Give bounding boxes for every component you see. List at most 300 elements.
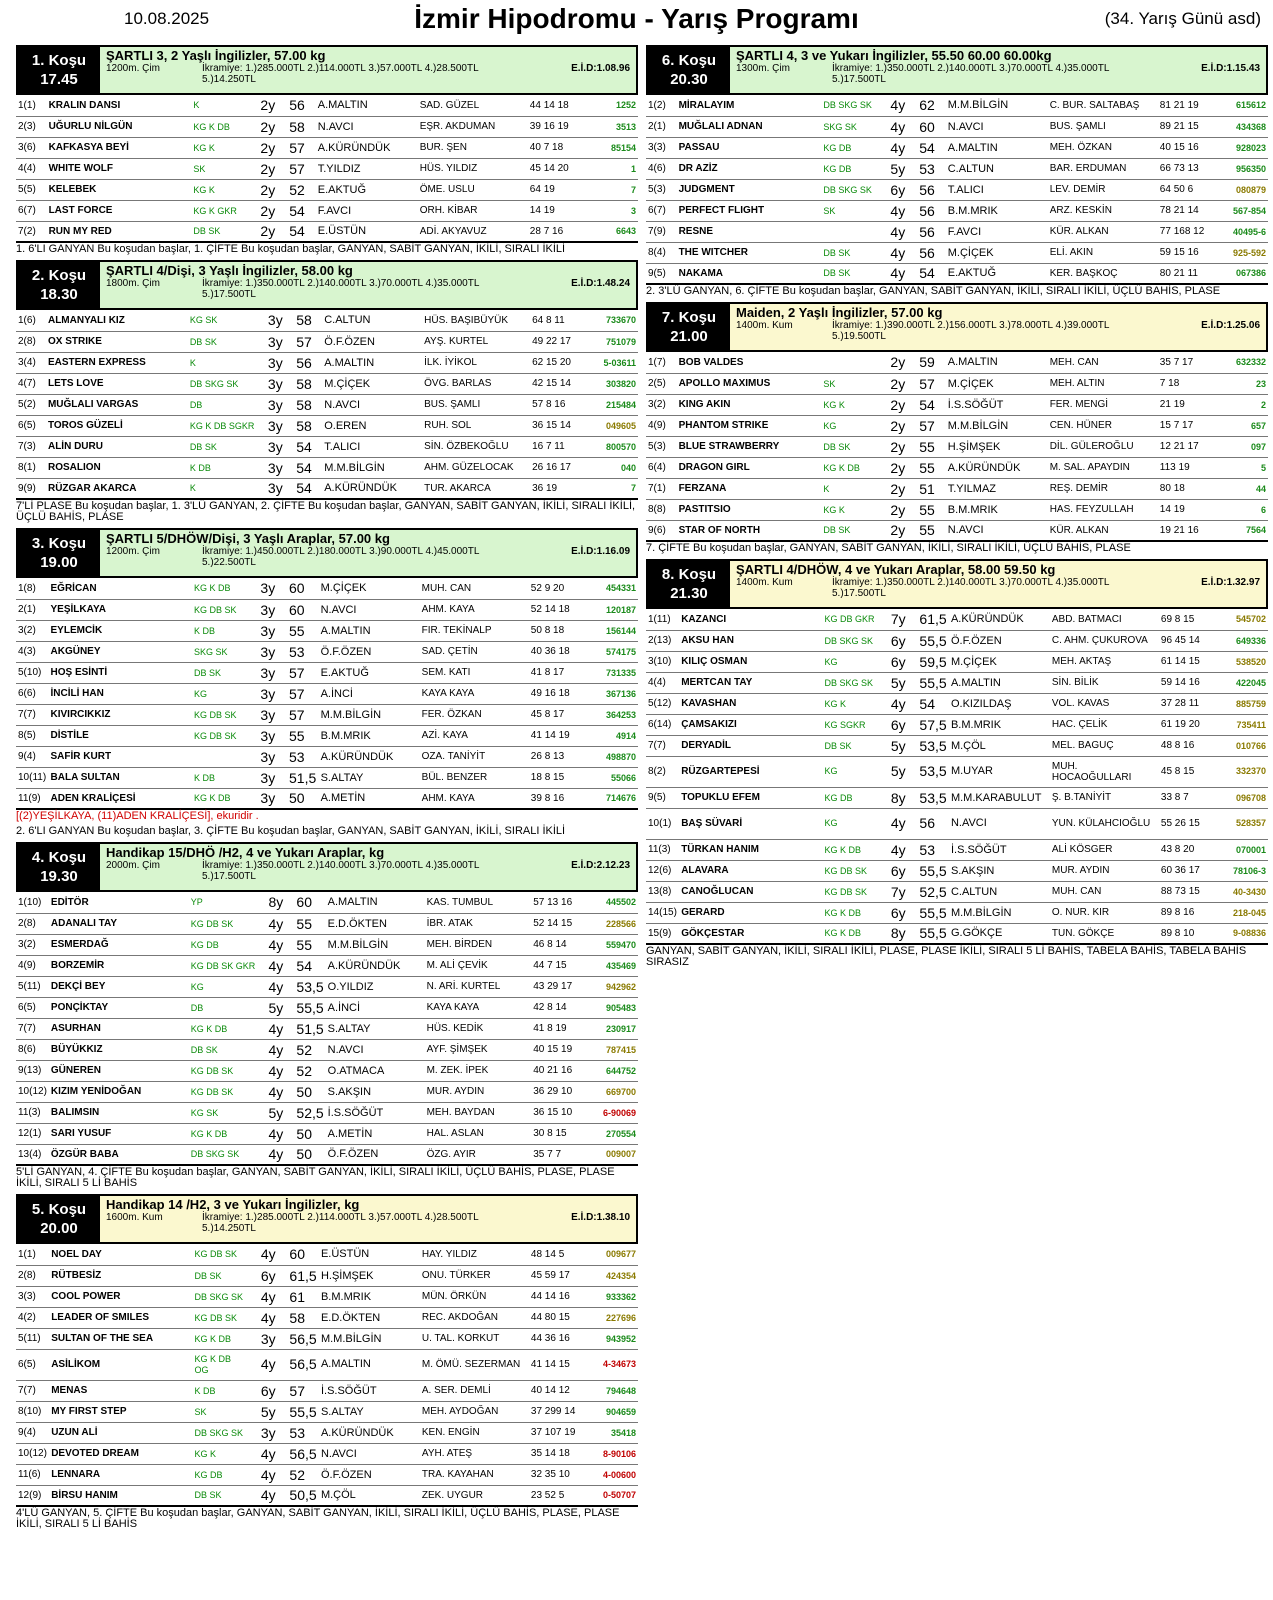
race-header [16,842,638,892]
horse-name[interactable]: NAKAMA [677,263,822,284]
horse-row[interactable] [16,704,638,725]
horse-equipment: KG K DB [189,1018,258,1039]
horse-name[interactable]: PASSAU [677,137,822,158]
horse-age: 3y [256,478,294,499]
horse-row[interactable] [646,457,1268,478]
horse-name[interactable]: COOL POWER [49,1286,192,1307]
horse-age: 4y [257,913,294,934]
horse-row[interactable] [646,839,1268,860]
horse-row[interactable] [16,1102,638,1123]
horse-name[interactable]: RUN MY RED [47,221,192,242]
horse-jockey: B.M.MRIK [946,200,1048,221]
horse-row[interactable] [16,1286,638,1307]
horse-name[interactable]: APOLLO MAXIMUS [677,373,822,394]
horse-row[interactable] [16,373,638,394]
horse-jockey: A.KÜRÜNDÜK [316,137,418,158]
horse-name[interactable]: DEVOTED DREAM [49,1443,192,1464]
horse-stats: 80 18 [1158,478,1217,499]
horse-age: 2y [878,352,917,373]
horse-name[interactable]: UĞURLU NİLGÜN [47,116,192,137]
horse-row[interactable] [16,200,638,221]
horse-row[interactable] [646,787,1268,808]
horse-name[interactable]: MY FIRST STEP [49,1401,192,1422]
horse-owner: HÜS. YILDIZ [418,158,528,179]
horse-owner: EŞR. AKDUMAN [418,116,528,137]
horse-row[interactable] [16,955,638,976]
horse-owner: C. AHM. ÇUKUROVA [1050,630,1159,651]
horse-form: 228566 [589,913,638,934]
horse-stats: 14 19 [528,200,587,221]
horse-row[interactable] [16,457,638,478]
horse-no: 11(9) [16,788,49,809]
horse-owner: OZA. TANİYİT [420,746,529,767]
horse-name[interactable]: BİRSU HANIM [49,1485,192,1506]
race-prize-5: 5.)17.500TL [202,871,256,882]
race-record: E.İ.D:1.48.24 [571,278,630,289]
horse-form: 6 [1217,499,1268,520]
horse-jockey: C.ALTUN [946,158,1048,179]
horse-name[interactable]: EYLEMCİK [49,620,193,641]
horse-name[interactable]: ÇAMSAKIZI [679,714,822,735]
horse-form: 23 [1217,373,1268,394]
race-block [646,559,1268,971]
horse-jockey: N.AVCI [322,394,422,415]
horse-row[interactable] [646,116,1268,137]
horse-name[interactable]: RÜZGARTEPESİ [679,756,822,787]
race-prize: İkramiye: 1.)390.000TL 2.)156.000TL 3.)78.000TL 4.)39.000TL [832,320,1110,331]
horse-row[interactable] [646,756,1268,787]
horse-jockey: A.MALTIN [326,892,425,913]
horse-name[interactable]: EDİTÖR [49,892,189,913]
horse-weight: 54 [294,478,322,499]
race-info [100,47,636,93]
horse-name[interactable]: GERARD [679,902,822,923]
race-prize-line [106,860,630,871]
horse-name[interactable]: ASİLİKOM [49,1349,192,1380]
horse-row[interactable] [16,1464,638,1485]
horse-name[interactable]: BÜYÜKKIZ [49,1039,189,1060]
horse-row[interactable] [646,630,1268,651]
horse-name[interactable]: DİSTİLE [49,725,193,746]
horse-name[interactable]: RÜTBESİZ [49,1265,192,1286]
horse-jockey: N.AVCI [946,116,1048,137]
race-info [100,262,636,308]
horse-name[interactable]: JUDGMENT [677,179,822,200]
horse-row[interactable] [16,1422,638,1443]
horse-no: 8(6) [16,1039,49,1060]
horse-name[interactable]: FERZANA [677,478,822,499]
horse-weight: 54 [917,137,946,158]
horse-name[interactable]: STAR OF NORTH [677,520,822,541]
horse-row[interactable] [646,881,1268,902]
race-number: 3. Koşu [31,535,87,552]
horse-row[interactable] [16,997,638,1018]
race-record: E.İ.D:1.15.43 [1201,63,1260,74]
horse-form: 649336 [1217,630,1268,651]
horse-owner: M. ZEK. İPEK [425,1060,532,1081]
horse-name[interactable]: KRALIN DANSI [47,95,192,116]
horse-owner: ONU. TÜRKER [420,1265,529,1286]
horse-weight: 54 [917,263,946,284]
horse-name[interactable]: KILIÇ OSMAN [679,651,822,672]
horse-jockey: O.ATMACA [326,1060,425,1081]
horse-equipment [821,221,878,242]
horse-row[interactable] [16,158,638,179]
horse-form: 559470 [589,934,638,955]
horse-row[interactable] [16,599,638,620]
horse-row[interactable] [16,892,638,913]
horse-name[interactable]: KIZIM YENİDOĞAN [49,1081,189,1102]
horse-row[interactable] [646,808,1268,839]
horse-table [16,1244,638,1507]
horse-name[interactable]: DEKÇİ BEY [49,976,189,997]
horse-equipment: DB SK [193,1485,250,1506]
horse-form: 794648 [587,1380,638,1401]
race-prize-line [736,63,1260,74]
horse-name[interactable]: AKSU HAN [679,630,822,651]
horse-jockey: A.MALTIN [316,95,418,116]
horse-form: 567-854 [1217,200,1268,221]
horse-name[interactable]: MUĞLALI ADNAN [677,116,822,137]
horse-row[interactable] [16,746,638,767]
horse-row[interactable] [646,200,1268,221]
horse-owner: M. ALİ ÇEVİK [425,955,532,976]
horse-row[interactable] [646,735,1268,756]
horse-stats: 14 19 [1158,499,1217,520]
horse-owner: MEL. BAGUÇ [1050,735,1159,756]
horse-row[interactable] [646,693,1268,714]
horse-stats: 48 8 16 [1159,735,1218,756]
horse-stats: 43 29 17 [531,976,588,997]
horse-row[interactable] [646,158,1268,179]
horse-name[interactable]: MERTCAN TAY [679,672,822,693]
horse-equipment: KG DB SK [193,1244,250,1265]
horse-name[interactable]: SAFİR KURT [49,746,193,767]
horse-row[interactable] [646,672,1268,693]
horse-name[interactable]: ROSALION [46,457,188,478]
horse-row[interactable] [16,478,638,499]
horse-equipment: DB SK [821,520,878,541]
horse-name[interactable]: LEADER OF SMILES [49,1307,192,1328]
horse-name[interactable]: TÜRKAN HANIM [679,839,822,860]
horse-name[interactable]: ADANALI TAY [49,913,189,934]
horse-row[interactable] [16,1039,638,1060]
horse-row[interactable] [646,242,1268,263]
horse-age: 5y [257,1102,294,1123]
horse-form: 009677 [587,1244,638,1265]
horse-jockey: O.KIZILDAŞ [949,693,1050,714]
horse-row[interactable] [646,499,1268,520]
horse-owner: ÖVG. BARLAS [422,373,530,394]
horse-name[interactable]: BLUE STRAWBERRY [677,436,822,457]
horse-row[interactable] [646,436,1268,457]
horse-weight: 55,5 [917,923,949,944]
horse-row[interactable] [646,902,1268,923]
horse-row[interactable] [16,725,638,746]
horse-jockey: M.M.BİLGİN [949,902,1050,923]
horse-equipment: KG K [191,179,248,200]
horse-name[interactable]: KING AKIN [677,394,822,415]
horse-owner: HAS. FEYZULLAH [1048,499,1158,520]
horse-owner: FIR. TEKİNALP [420,620,529,641]
horse-age: 3y [256,394,294,415]
horse-row[interactable] [16,788,638,809]
horse-name[interactable]: MİRALAYIM [677,95,822,116]
horse-row[interactable] [16,179,638,200]
horse-name[interactable]: BOB VALDES [677,352,822,373]
horse-row[interactable] [16,662,638,683]
horse-weight: 57 [917,415,946,436]
horse-row[interactable] [16,1485,638,1506]
horse-row[interactable] [646,179,1268,200]
horse-form: 040 [588,457,638,478]
horse-row[interactable] [16,976,638,997]
horse-row[interactable] [16,1401,638,1422]
horse-age: 4y [249,1349,287,1380]
horse-row[interactable] [16,683,638,704]
race-record: E.İ.D:1.16.09 [571,546,630,557]
horse-row[interactable] [16,95,638,116]
horse-row[interactable] [16,934,638,955]
horse-name[interactable]: BALA SULTAN [49,767,193,788]
horse-weight: 62 [917,95,946,116]
horse-owner: AHM. GÜZELOCAK [422,457,530,478]
horse-row[interactable] [16,436,638,457]
horse-stats: 78 21 14 [1158,200,1217,221]
horse-form: 925-592 [1217,242,1268,263]
horse-weight: 58 [294,415,322,436]
horse-row[interactable] [646,95,1268,116]
horse-row[interactable] [16,1328,638,1349]
horse-no: 2(8) [16,1265,49,1286]
horse-no: 1(1) [16,95,47,116]
horse-row[interactable] [646,221,1268,242]
horse-equipment: K DB [188,457,257,478]
horse-name[interactable]: ASURHAN [49,1018,189,1039]
race-prize-line-2 [106,74,630,85]
horse-name[interactable]: BAŞ SÜVARİ [679,808,822,839]
race-block [16,842,638,1192]
horse-row[interactable] [16,578,638,599]
horse-name[interactable]: OX STRIKE [46,331,188,352]
horse-name[interactable]: PONÇİKTAY [49,997,189,1018]
race-number: 2. Koşu [31,267,87,284]
horse-stats: 46 8 14 [531,934,588,955]
horse-name[interactable]: WHITE WOLF [47,158,192,179]
horse-row[interactable] [16,331,638,352]
horse-no: 4(9) [16,955,49,976]
horse-weight: 57 [917,373,946,394]
race-number-box [18,844,100,890]
horse-age: 3y [249,746,287,767]
horse-stats: 36 19 [530,478,588,499]
horse-row[interactable] [16,116,638,137]
horse-row[interactable] [16,767,638,788]
horse-name[interactable]: BALIMSIN [49,1102,189,1123]
horse-row[interactable] [16,1244,638,1265]
horse-name[interactable]: PERFECT FLIGHT [677,200,822,221]
horse-stats: 35 14 18 [529,1443,588,1464]
horse-row[interactable] [16,1018,638,1039]
horse-owner: HÜS. KEDİK [425,1018,532,1039]
horse-name[interactable]: LENNARA [49,1464,192,1485]
horse-equipment: KG K DB [823,839,880,860]
horse-no: 1(10) [16,892,49,913]
horse-name[interactable]: CANOĞLUCAN [679,881,822,902]
horse-equipment: DB SKG SK [821,179,878,200]
horse-owner: KEN. ENGİN [420,1422,529,1443]
horse-row[interactable] [646,609,1268,630]
horse-row[interactable] [16,1060,638,1081]
horse-name[interactable]: EASTERN EXPRESS [46,352,188,373]
race-bet-note: 2. 3'LÜ GANYAN, 6. ÇİFTE Bu koşudan başlar, GANYAN, SABİT GANYAN, İKİLİ, SIRALI İKİLİ, ÜÇLÜ BAHİS, PLASE [646,285,1221,297]
horse-name[interactable]: KAFKASYA BEYİ [47,137,192,158]
horse-name[interactable]: ALAVARA [679,860,822,881]
horse-row[interactable] [16,1123,638,1144]
horse-jockey: N.AVCI [949,808,1050,839]
horse-name[interactable]: TOPUKLU EFEM [679,787,822,808]
horse-form: 933362 [587,1286,638,1307]
horse-owner: ALİ KÖSGER [1050,839,1159,860]
horse-row[interactable] [16,310,638,331]
horse-name[interactable]: LETS LOVE [46,373,188,394]
horse-row[interactable] [16,394,638,415]
horse-row[interactable] [16,1265,638,1286]
race-number: 4. Koşu [31,849,87,866]
horse-name[interactable]: ESMERDAĞ [49,934,189,955]
horse-name[interactable]: KELEBEK [47,179,192,200]
horse-stats: 33 8 7 [1159,787,1218,808]
horse-owner: VOL. KAVAS [1050,693,1159,714]
horse-name[interactable]: ALİN DURU [46,436,188,457]
horse-row[interactable] [646,352,1268,373]
horse-form: 5-03611 [588,352,638,373]
horse-name[interactable]: RÜZGAR AKARCA [46,478,188,499]
horse-name[interactable]: NOEL DAY [49,1244,192,1265]
horse-equipment: SK [193,1401,250,1422]
horse-name[interactable]: RESNE [677,221,822,242]
horse-form: 632332 [1217,352,1268,373]
horse-row[interactable] [16,1081,638,1102]
horse-row[interactable] [646,263,1268,284]
horse-name[interactable]: AKGÜNEY [49,641,193,662]
horse-weight: 55 [287,725,319,746]
horse-equipment: KG SK [189,1102,258,1123]
horse-stats: 26 16 17 [530,457,588,478]
horse-name[interactable]: HOŞ ESİNTİ [49,662,193,683]
horse-name[interactable]: TOROS GÜZELİ [46,415,188,436]
horse-row[interactable] [16,415,638,436]
horse-row[interactable] [16,1349,638,1380]
race-bet-note: 7. ÇİFTE Bu koşudan başlar, GANYAN, SABİT GANYAN, İKİLİ, SIRALI İKİLİ, ÜÇLÜ BAHİS, PLASE [646,542,1131,554]
horse-owner: AYH. ATEŞ [420,1443,529,1464]
horse-stats: 66 73 13 [1158,158,1217,179]
horse-row[interactable] [16,620,638,641]
horse-row[interactable] [16,1307,638,1328]
horse-equipment: DB SK [188,331,257,352]
horse-row[interactable] [646,714,1268,735]
horse-name[interactable]: ÖZGÜR BABA [49,1144,189,1165]
horse-no: 3(2) [16,620,49,641]
horse-row[interactable] [16,1144,638,1165]
horse-name[interactable]: DERYADİL [679,735,822,756]
horse-row[interactable] [646,394,1268,415]
horse-name[interactable]: ADEN KRALİÇESİ [49,788,193,809]
horse-row[interactable] [646,478,1268,499]
horse-name[interactable]: KAZANCI [679,609,822,630]
horse-equipment: KG K DB [191,116,248,137]
horse-jockey: M.ÇİÇEK [946,242,1048,263]
horse-weight: 54 [294,457,322,478]
race-prize-spacer [106,289,202,300]
horse-weight: 54 [917,693,949,714]
horse-form: 364253 [587,704,638,725]
horse-row[interactable] [646,373,1268,394]
horse-row[interactable] [16,1443,638,1464]
horse-row[interactable] [646,137,1268,158]
horse-name[interactable]: İNCİLİ HAN [49,683,193,704]
horse-name[interactable]: MUĞLALI VARGAS [46,394,188,415]
horse-stats: 41 8 19 [531,1018,588,1039]
horse-name[interactable]: DRAGON GIRL [677,457,822,478]
horse-row[interactable] [16,352,638,373]
horse-name[interactable]: LAST FORCE [47,200,192,221]
horse-row[interactable] [646,923,1268,944]
horse-name[interactable]: MENAS [49,1380,192,1401]
horse-name[interactable]: GÖKÇESTAR [679,923,822,944]
horse-name[interactable]: YEŞİLKAYA [49,599,193,620]
horse-weight: 57 [294,331,322,352]
horse-equipment: KG [823,651,880,672]
horse-form: 067386 [1217,263,1268,284]
horse-weight: 55,5 [287,1401,319,1422]
horse-row[interactable] [16,221,638,242]
horse-row[interactable] [646,415,1268,436]
horse-stats: 43 8 20 [1159,839,1218,860]
horse-name[interactable]: KAVASHAN [679,693,822,714]
horse-name[interactable]: GÜNEREN [49,1060,189,1081]
horse-row[interactable] [16,137,638,158]
horse-weight: 50 [294,1144,325,1165]
horse-name[interactable]: KIVIRCIKKIZ [49,704,193,725]
horse-jockey: E.D.ÖKTEN [319,1307,420,1328]
horse-row[interactable] [16,1380,638,1401]
horse-name[interactable]: PASTITSIO [677,499,822,520]
horse-row[interactable] [16,641,638,662]
horse-name[interactable]: SARI YUSUF [49,1123,189,1144]
horse-row[interactable] [16,913,638,934]
horse-equipment: KG DB [193,1464,250,1485]
horse-name[interactable]: SULTAN OF THE SEA [49,1328,192,1349]
horse-name[interactable]: PHANTOM STRIKE [677,415,822,436]
horse-row[interactable] [646,860,1268,881]
horse-form: 080879 [1217,179,1268,200]
horse-form: 6-90069 [589,1102,638,1123]
horse-name[interactable]: ALMANYALI KIZ [46,310,188,331]
horse-owner: M. ÖMÜ. SEZERMAN [420,1349,529,1380]
horse-name[interactable]: UZUN ALİ [49,1422,192,1443]
horse-name[interactable]: DR AZİZ [677,158,822,179]
horse-weight: 58 [294,394,322,415]
horse-name[interactable]: BORZEMİR [49,955,189,976]
horse-row[interactable] [646,520,1268,541]
horse-name[interactable]: THE WITCHER [677,242,822,263]
horse-name[interactable]: EĞRİCAN [49,578,193,599]
race-info [100,1196,636,1242]
horse-row[interactable] [646,651,1268,672]
horse-no: 7(1) [646,478,677,499]
horse-no: 7(7) [646,735,679,756]
